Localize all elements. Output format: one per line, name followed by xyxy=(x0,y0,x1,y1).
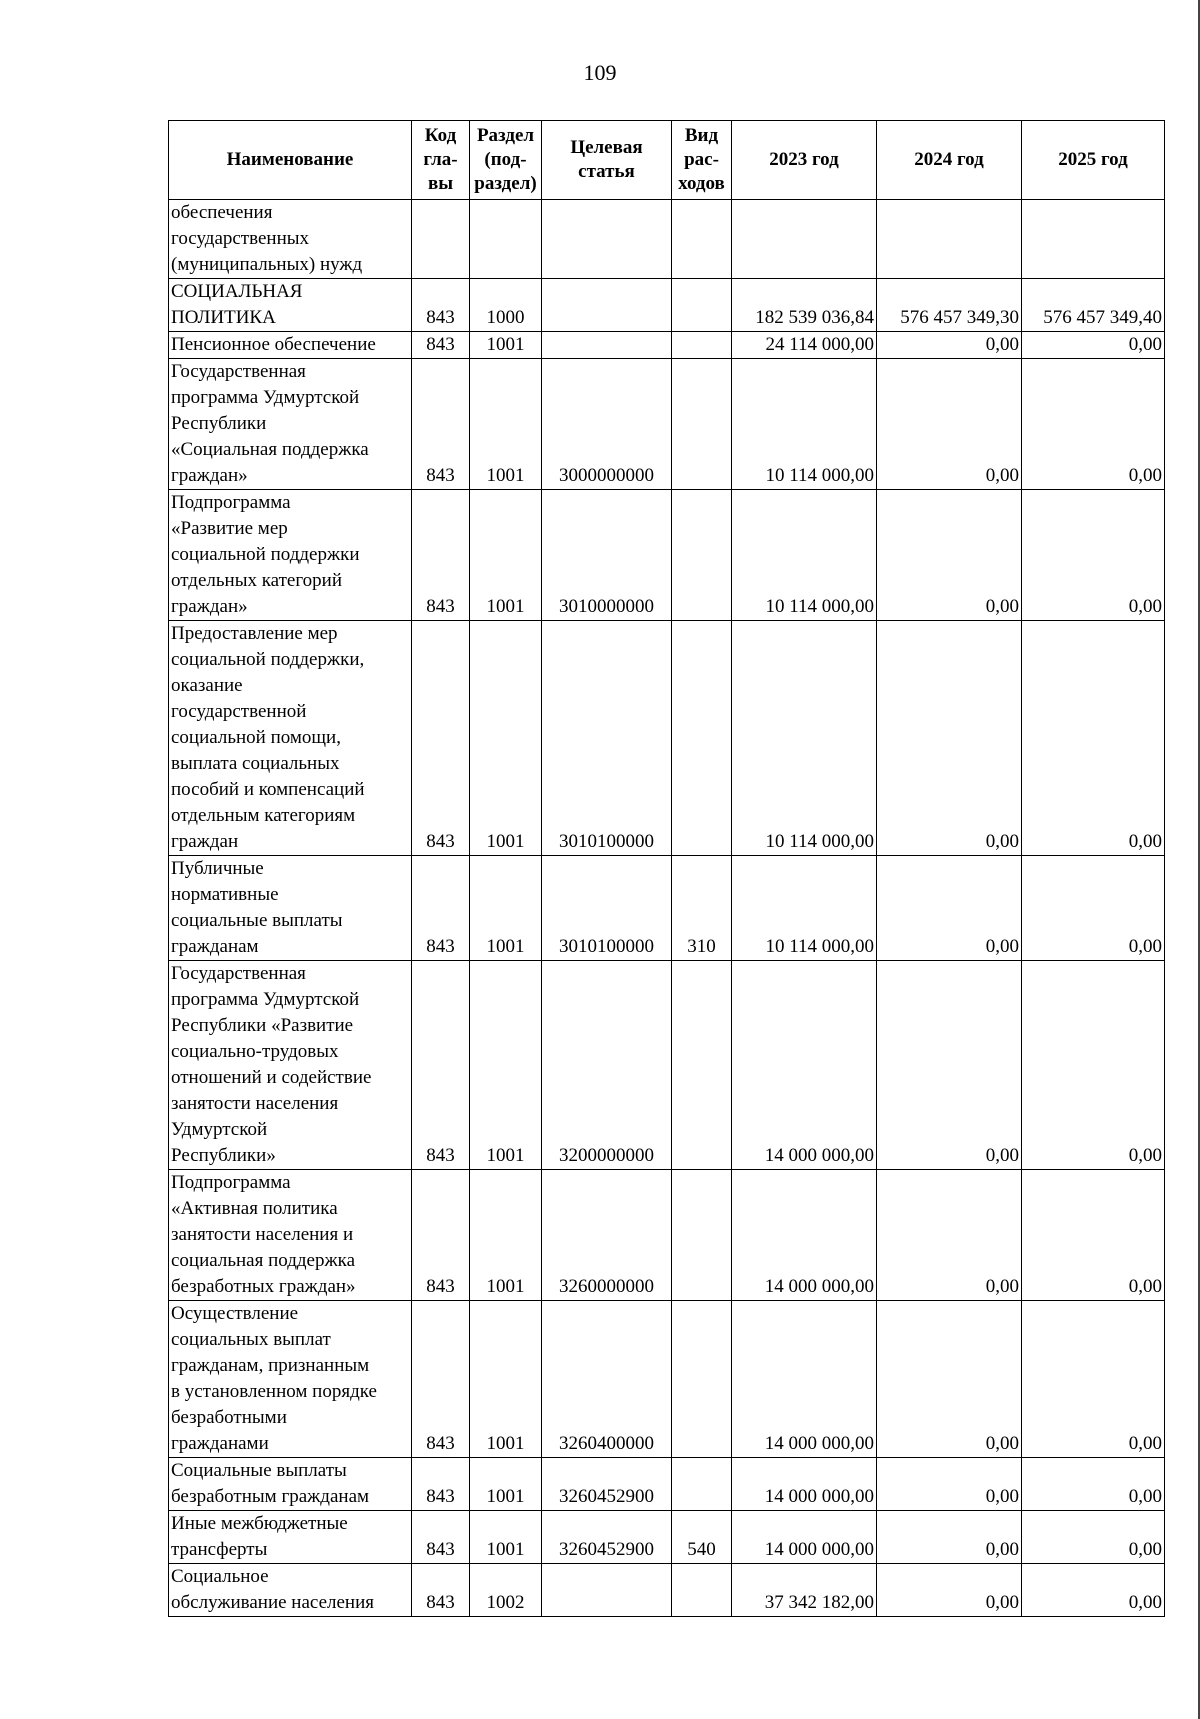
row-kind: 540 xyxy=(672,1511,732,1564)
row-kind xyxy=(672,961,732,1170)
row-2023: 10 114 000,00 xyxy=(732,856,877,961)
row-code: 843 xyxy=(412,1301,470,1458)
row-name: Подпрограмма «Развитие мер социальной поддержки отдельных категорий граждан» xyxy=(169,490,412,621)
row-code: 843 xyxy=(412,1511,470,1564)
table-row xyxy=(169,961,1165,1170)
row-2025: 0,00 xyxy=(1022,856,1165,961)
row-2023: 182 539 036,84 xyxy=(732,279,877,332)
row-2023: 14 000 000,00 xyxy=(732,1170,877,1301)
header-code: Код гла-вы xyxy=(412,121,470,200)
row-2025: 576 457 349,40 xyxy=(1022,279,1165,332)
row-2025: 0,00 xyxy=(1022,1564,1165,1617)
row-2023: 24 114 000,00 xyxy=(732,332,877,359)
row-code: 843 xyxy=(412,1458,470,1511)
table-row xyxy=(169,490,1165,621)
row-target: 3000000000 xyxy=(542,359,672,490)
row-2025: 0,00 xyxy=(1022,1301,1165,1458)
row-name: обеспечения государственных (муниципальных) нужд xyxy=(169,200,412,279)
row-2023: 14 000 000,00 xyxy=(732,961,877,1170)
row-target: 3260400000 xyxy=(542,1301,672,1458)
row-2025: 0,00 xyxy=(1022,1170,1165,1301)
header-name: Наименование xyxy=(169,121,412,200)
row-2024: 0,00 xyxy=(877,961,1022,1170)
row-target xyxy=(542,200,672,279)
row-2023 xyxy=(732,200,877,279)
row-name: Социальные выплаты безработным гражданам xyxy=(169,1458,412,1511)
row-kind xyxy=(672,1301,732,1458)
row-kind xyxy=(672,1170,732,1301)
row-2025 xyxy=(1022,200,1165,279)
header-row xyxy=(169,121,1165,200)
row-section: 1002 xyxy=(470,1564,542,1617)
row-code: 843 xyxy=(412,856,470,961)
row-name: СОЦИАЛЬНАЯ ПОЛИТИКА xyxy=(169,279,412,332)
row-section: 1001 xyxy=(470,961,542,1170)
row-target xyxy=(542,1564,672,1617)
row-code: 843 xyxy=(412,332,470,359)
row-2025: 0,00 xyxy=(1022,621,1165,856)
budget-table xyxy=(168,120,1165,1617)
row-code: 843 xyxy=(412,961,470,1170)
row-section: 1001 xyxy=(470,1301,542,1458)
row-section: 1001 xyxy=(470,332,542,359)
row-kind xyxy=(672,332,732,359)
row-kind xyxy=(672,359,732,490)
row-2025: 0,00 xyxy=(1022,332,1165,359)
row-2024: 0,00 xyxy=(877,1458,1022,1511)
row-kind xyxy=(672,200,732,279)
row-2024: 0,00 xyxy=(877,490,1022,621)
row-name: Государственная программа Удмуртской Республики «Социальная поддержка граждан» xyxy=(169,359,412,490)
table-row xyxy=(169,1301,1165,1458)
row-kind xyxy=(672,1564,732,1617)
row-section: 1001 xyxy=(470,359,542,490)
row-2024: 0,00 xyxy=(877,1564,1022,1617)
row-2025: 0,00 xyxy=(1022,961,1165,1170)
row-2024: 0,00 xyxy=(877,856,1022,961)
row-2025: 0,00 xyxy=(1022,1511,1165,1564)
row-code: 843 xyxy=(412,1564,470,1617)
row-name: Иные межбюджетные трансферты xyxy=(169,1511,412,1564)
row-2024: 0,00 xyxy=(877,621,1022,856)
row-name: Пенсионное обеспечение xyxy=(169,332,412,359)
row-section: 1000 xyxy=(470,279,542,332)
row-target: 3010100000 xyxy=(542,621,672,856)
header-2025: 2025 год xyxy=(1022,121,1165,200)
row-2025: 0,00 xyxy=(1022,490,1165,621)
row-section: 1001 xyxy=(470,856,542,961)
row-kind xyxy=(672,1458,732,1511)
row-section: 1001 xyxy=(470,490,542,621)
row-kind xyxy=(672,490,732,621)
header-target: Целевая статья xyxy=(542,121,672,200)
table-row xyxy=(169,332,1165,359)
row-2024: 0,00 xyxy=(877,1170,1022,1301)
row-2023: 14 000 000,00 xyxy=(732,1301,877,1458)
row-name: Социальное обслуживание населения xyxy=(169,1564,412,1617)
row-section: 1001 xyxy=(470,1170,542,1301)
row-2023: 14 000 000,00 xyxy=(732,1511,877,1564)
table-row xyxy=(169,1511,1165,1564)
table-row xyxy=(169,1458,1165,1511)
row-code: 843 xyxy=(412,1170,470,1301)
page-number: 109 xyxy=(583,60,617,85)
row-section xyxy=(470,200,542,279)
row-target: 3010100000 xyxy=(542,856,672,961)
row-target: 3260452900 xyxy=(542,1511,672,1564)
row-kind: 310 xyxy=(672,856,732,961)
row-2024: 576 457 349,30 xyxy=(877,279,1022,332)
row-2024 xyxy=(877,200,1022,279)
row-target: 3200000000 xyxy=(542,961,672,1170)
row-name: Государственная программа Удмуртской Республики «Развитие социально-трудовых отношений и содействие занятости населения Удмуртской Республики» xyxy=(169,961,412,1170)
header-section: Раздел (под-раздел) xyxy=(470,121,542,200)
row-target xyxy=(542,279,672,332)
row-2023: 10 114 000,00 xyxy=(732,359,877,490)
table-row xyxy=(169,279,1165,332)
row-target xyxy=(542,332,672,359)
row-2024: 0,00 xyxy=(877,1511,1022,1564)
row-name: Публичные нормативные социальные выплаты гражданам xyxy=(169,856,412,961)
row-kind xyxy=(672,279,732,332)
table-row xyxy=(169,359,1165,490)
row-section: 1001 xyxy=(470,1511,542,1564)
row-section: 1001 xyxy=(470,1458,542,1511)
table-row xyxy=(169,200,1165,279)
header-kind: Вид рас-ходов xyxy=(672,121,732,200)
row-name: Предоставление мер социальной поддержки, оказание государственной социальной помощи, выплата социальных пособий и компенсаций отдельным категориям граждан xyxy=(169,621,412,856)
row-target: 3260452900 xyxy=(542,1458,672,1511)
row-code: 843 xyxy=(412,279,470,332)
header-2024: 2024 год xyxy=(877,121,1022,200)
row-2023: 10 114 000,00 xyxy=(732,621,877,856)
row-2024: 0,00 xyxy=(877,359,1022,490)
row-2025: 0,00 xyxy=(1022,1458,1165,1511)
table-row xyxy=(169,1564,1165,1617)
row-2024: 0,00 xyxy=(877,1301,1022,1458)
row-name: Подпрограмма «Активная политика занятости населения и социальная поддержка безработных граждан» xyxy=(169,1170,412,1301)
table-row xyxy=(169,856,1165,961)
table-row xyxy=(169,621,1165,856)
row-2024: 0,00 xyxy=(877,332,1022,359)
row-2023: 37 342 182,00 xyxy=(732,1564,877,1617)
row-code xyxy=(412,200,470,279)
row-kind xyxy=(672,621,732,856)
row-2023: 10 114 000,00 xyxy=(732,490,877,621)
row-code: 843 xyxy=(412,359,470,490)
row-target: 3010000000 xyxy=(542,490,672,621)
header-2023: 2023 год xyxy=(732,121,877,200)
row-code: 843 xyxy=(412,490,470,621)
table-row xyxy=(169,1170,1165,1301)
row-target: 3260000000 xyxy=(542,1170,672,1301)
row-2023: 14 000 000,00 xyxy=(732,1458,877,1511)
row-code: 843 xyxy=(412,621,470,856)
row-section: 1001 xyxy=(470,621,542,856)
row-name: Осуществление социальных выплат гражданам, признанным в установленном порядке безработными гражданами xyxy=(169,1301,412,1458)
row-2025: 0,00 xyxy=(1022,359,1165,490)
